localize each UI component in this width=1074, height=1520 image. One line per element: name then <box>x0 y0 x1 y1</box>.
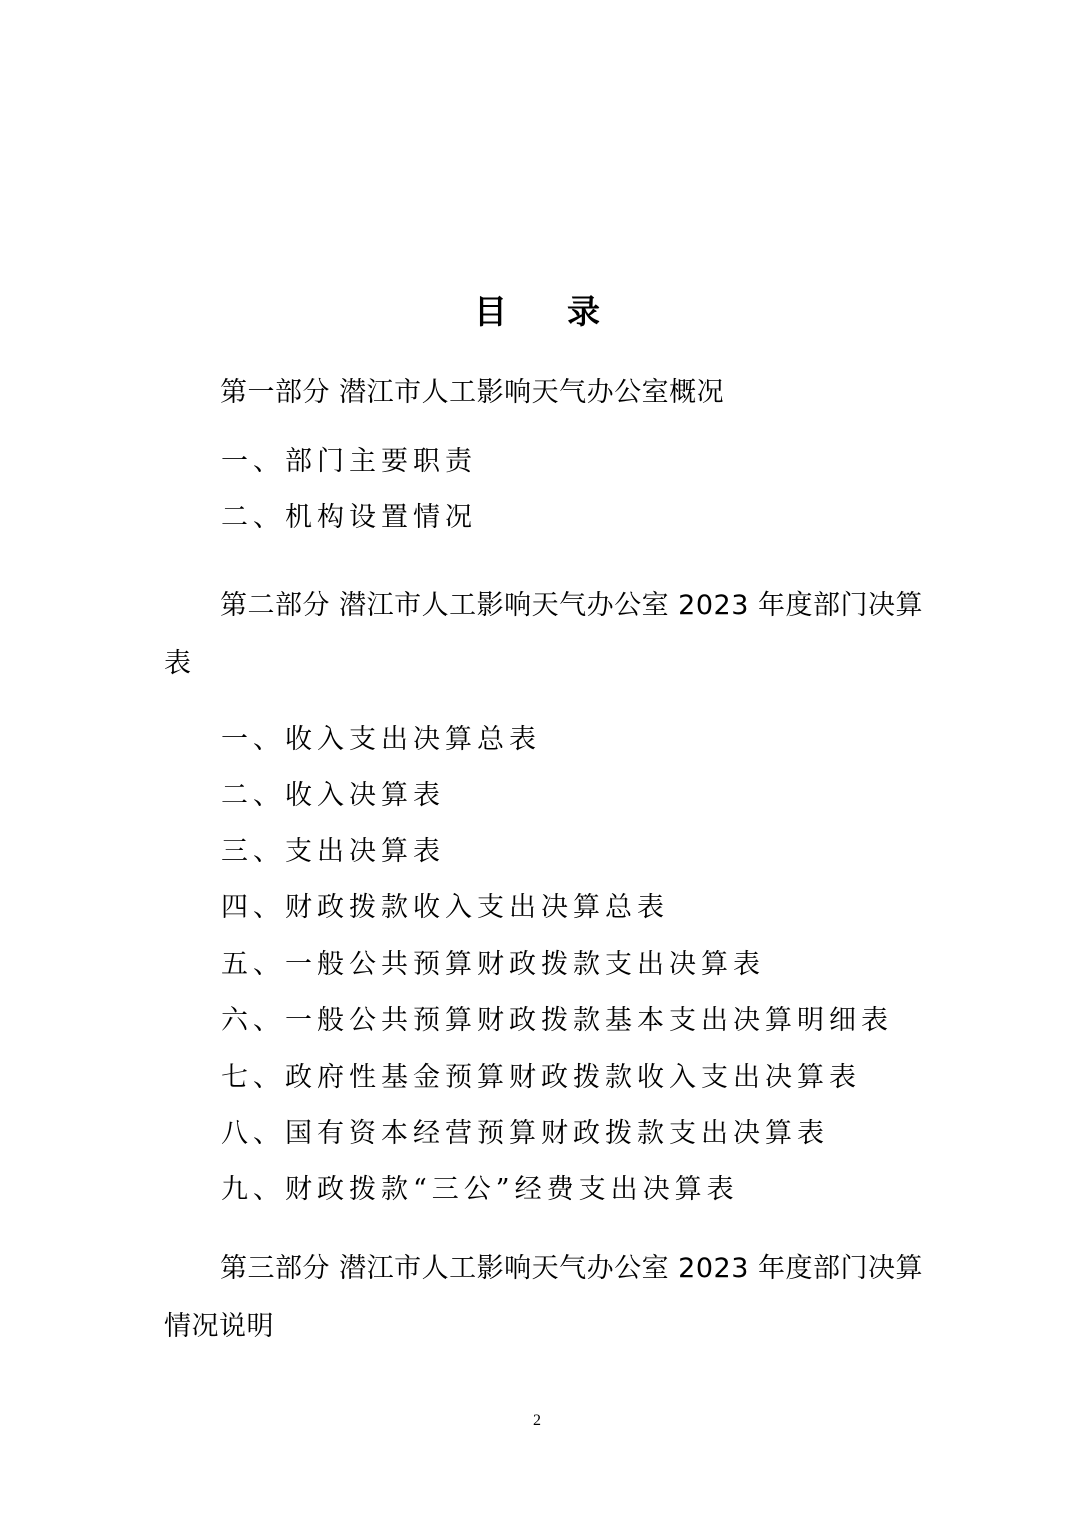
part2-item-2: 二、收入决算表 <box>221 780 445 811</box>
part1-item-2: 二、机构设置情况 <box>221 502 477 533</box>
part2-item-7: 七、政府性基金预算财政拨款收入支出决算表 <box>221 1062 861 1093</box>
part2-item-5: 五、一般公共预算财政拨款支出决算表 <box>221 949 765 980</box>
part2-heading: 第二部分 潜江市人工影响天气办公室 2023 年度部门决算表 <box>164 590 923 679</box>
part2-item-6: 六、一般公共预算财政拨款基本支出决算明细表 <box>221 1005 893 1036</box>
part1-heading: 第一部分 潜江市人工影响天气办公室概况 <box>220 377 725 408</box>
page-number: 2 <box>533 1412 541 1429</box>
part2-item-3: 三、支出决算表 <box>221 836 445 867</box>
part2-item-8: 八、国有资本经营预算财政拨款支出决算表 <box>221 1118 829 1149</box>
toc-title: 目录 <box>474 292 660 331</box>
part2-item-4: 四、财政拨款收入支出决算总表 <box>221 892 669 923</box>
part3-heading: 第三部分 潜江市人工影响天气办公室 2023 年度部门决算情况说明 <box>164 1253 923 1342</box>
part2-item-1: 一、收入支出决算总表 <box>221 724 541 755</box>
part1-item-1: 一、部门主要职责 <box>221 446 477 477</box>
part2-item-9: 九、财政拨款“三公”经费支出决算表 <box>221 1174 739 1205</box>
